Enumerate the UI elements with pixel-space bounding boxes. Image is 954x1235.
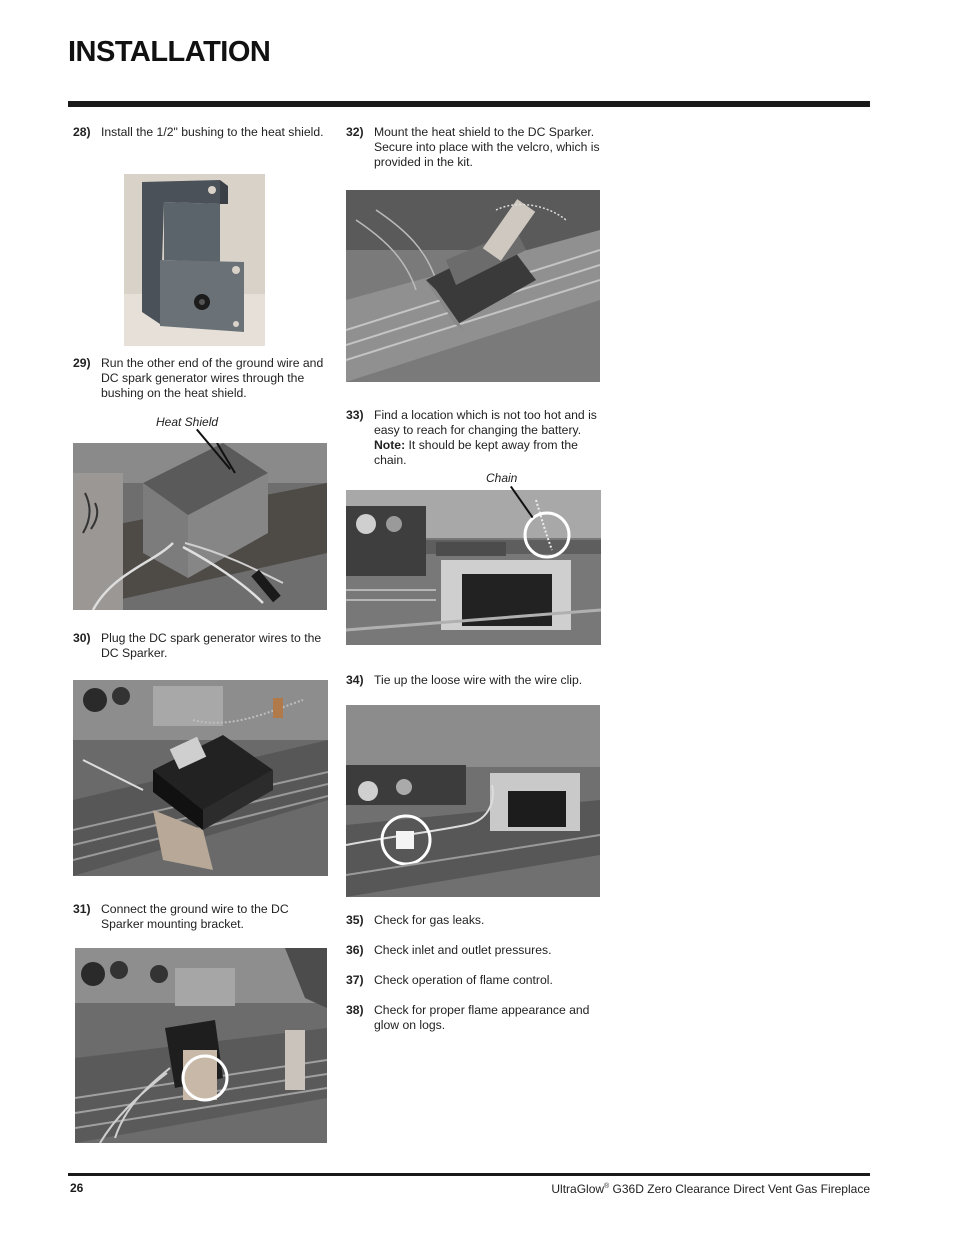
step-number: 29) xyxy=(73,356,91,370)
step-text: Check inlet and outlet pressures. xyxy=(374,943,552,957)
battery-location-photo xyxy=(346,490,601,645)
heat-shield-caption: Heat Shield xyxy=(156,415,219,429)
chain-caption: Chain xyxy=(486,471,518,485)
footer-product-title xyxy=(551,1182,870,1196)
step-text: Connect the ground wire to the DC Sparker mounting bracket. xyxy=(101,902,289,931)
step-number: 28) xyxy=(73,125,91,139)
step-number: 32) xyxy=(346,125,364,139)
step-text: Run the other end of the ground wire and DC spark generator wires through the bushing on the heat shield. xyxy=(101,356,324,400)
step-number: 30) xyxy=(73,631,91,645)
note-text: It should be kept away from the chain. xyxy=(374,438,578,467)
step-text: Tie up the loose wire with the wire clip. xyxy=(374,673,583,687)
heat-shield-bracket-photo xyxy=(124,174,265,346)
step-text: Install the 1/2" bushing to the heat shield. xyxy=(101,125,324,139)
step-number: 36) xyxy=(346,943,364,957)
page-number: 26 xyxy=(70,1181,84,1195)
step-number: 35) xyxy=(346,913,364,927)
registered-mark: ® xyxy=(604,1183,610,1190)
ground-wire-bracket-photo xyxy=(75,948,327,1143)
step-text: Mount the heat shield to the DC Sparker. Secure into place with the velcro, which is provided in the kit. xyxy=(374,125,600,169)
step-text: Check for gas leaks. xyxy=(374,913,485,927)
step-text: Check operation of flame control. xyxy=(374,973,553,987)
header-rule xyxy=(68,101,870,107)
step-text: Plug the DC spark generator wires to the DC Sparker. xyxy=(101,631,322,660)
page-title: INSTALLATION xyxy=(68,36,271,68)
note-label: Note: xyxy=(374,438,406,452)
footer-brand: UltraGlow xyxy=(551,1182,605,1196)
step-number: 31) xyxy=(73,902,91,916)
heat-shield-mounted-photo xyxy=(346,190,600,382)
footer-rule xyxy=(68,1173,870,1176)
step-text xyxy=(374,408,602,468)
wire-clip-photo xyxy=(346,705,600,897)
heat-shield-wires-photo xyxy=(73,443,327,610)
step-number: 34) xyxy=(346,673,364,687)
footer-rest: G36D Zero Clearance Direct Vent Gas Fireplace xyxy=(609,1182,870,1196)
step-text-main: Find a location which is not too hot and is easy to reach for changing the battery. xyxy=(374,408,597,437)
step-number: 37) xyxy=(346,973,364,987)
dc-sparker-wires-photo xyxy=(73,680,328,876)
step-number: 38) xyxy=(346,1003,364,1017)
step-number: 33) xyxy=(346,408,364,422)
step-text: Check for proper flame appearance and glow on logs. xyxy=(374,1003,590,1032)
